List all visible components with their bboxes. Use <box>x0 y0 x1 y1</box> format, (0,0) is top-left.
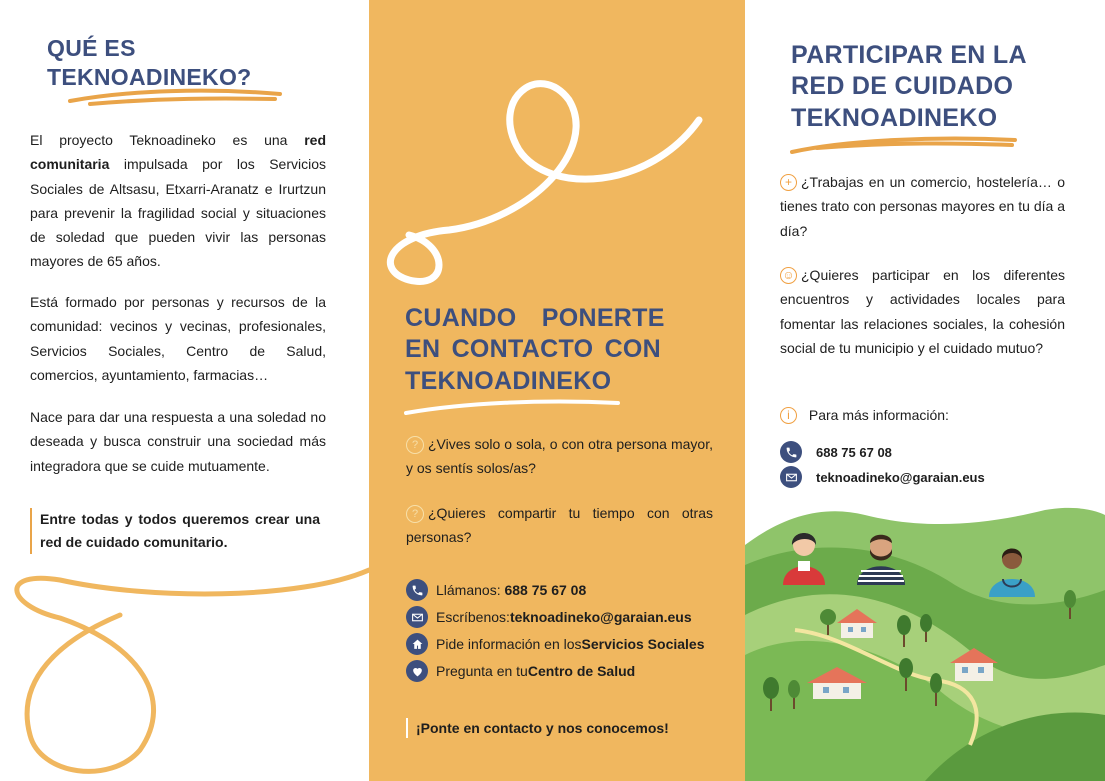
panel3-title <box>791 40 1027 134</box>
village-illustration <box>745 505 1105 781</box>
phone-link[interactable]: 688 75 67 08 <box>504 582 587 598</box>
question-share-time <box>406 501 713 550</box>
brush-underline <box>60 86 285 108</box>
mail-icon <box>406 606 428 628</box>
plus-icon: + <box>780 174 797 191</box>
more-info <box>780 407 949 424</box>
title-line: TEKNOADINEKO <box>791 103 998 132</box>
title-line: TEKNOADINEKO <box>405 366 612 395</box>
highlight-quote: Entre todas y todos queremos crear una red de cuidado comunitario. <box>30 508 320 554</box>
question-participate <box>780 263 1065 360</box>
title-line: QUÉ ES <box>47 35 136 61</box>
contact-call <box>406 579 586 601</box>
contact-write <box>406 606 692 628</box>
phone-row <box>780 441 892 463</box>
panel2-title <box>405 303 705 397</box>
question-lonely <box>406 432 713 481</box>
purpose-paragraph: Nace para dar una respuesta a una soledad no deseada y busca construir una sociedad más integradora que se cuide mutuamente. <box>30 409 326 474</box>
mail-icon <box>780 466 802 488</box>
home-icon <box>406 633 428 655</box>
contact-social-services <box>406 633 705 655</box>
health-center-text: Centro de Salud <box>527 663 636 679</box>
text-run: impulsada por los Servicios Sociales de Altsasu, Etxarri-Aranatz e Irurtzun para prevenir la fragilidad social y situaciones de soledad que pueden vivir las personas mayores de 65 años. <box>30 156 326 270</box>
decorative-swirl <box>0 560 369 781</box>
intro-paragraph <box>30 128 326 274</box>
title-line: TEKNOADINEKO? <box>47 63 252 90</box>
call-to-action: ¡Ponte en contacto y nos conocemos! <box>406 718 669 738</box>
bold-text: red <box>304 132 326 148</box>
question-icon: ? <box>406 505 424 523</box>
email-row <box>780 466 985 488</box>
question-work <box>780 170 1065 243</box>
composition-paragraph: Está formado por personas y recursos de la comunidad: vecinos y vecinas, profesionales, Servicios Sociales, Centro de Salud, comercios, ayuntamiento, farmacias… <box>30 294 326 383</box>
heart-icon <box>406 660 428 682</box>
brush-underline <box>403 395 623 419</box>
title-line: PARTICIPAR EN LA <box>791 41 1027 69</box>
phone-icon <box>406 579 428 601</box>
person-icon: ☺ <box>780 267 797 284</box>
question-icon: ? <box>406 436 424 454</box>
title-line: RED DE CUIDADO <box>791 72 1014 101</box>
info-icon: i <box>780 407 797 424</box>
text-run: ¿Vives solo o sola, o con otra persona mayor, y os sentís solos/as? <box>406 436 713 477</box>
social-services-text: Servicios Sociales <box>581 636 705 652</box>
decorative-loop <box>369 60 745 290</box>
panel-participate <box>745 0 1105 781</box>
bold-text: comunitaria <box>30 156 110 173</box>
panel-what-is <box>0 0 369 781</box>
contact-label: Pregunta en tu <box>436 663 528 679</box>
phone-link[interactable]: 688 75 67 08 <box>816 444 892 460</box>
contact-label: Escríbenos: <box>436 609 510 625</box>
text-run: ¿Trabajas en un comercio, hostelería… o tienes trato con personas mayores en tu día a día? <box>780 174 1065 239</box>
title-line: EN CONTACTO CON <box>405 335 662 364</box>
phone-icon <box>780 441 802 463</box>
text-run: El proyecto Teknoadineko es una <box>30 132 305 148</box>
contact-label: Pide información en los <box>436 636 582 652</box>
contact-label: Llámanos: <box>436 582 501 598</box>
title-line: CUANDO PONERTE <box>405 304 665 332</box>
panel1-title <box>47 34 252 92</box>
panel-when-contact <box>369 0 745 781</box>
text-run: ¿Quieres participar en los diferentes encuentros y actividades locales para fomentar las relaciones sociales, la cohesión social de tu municipio y el cuidado mutuo? <box>780 267 1065 356</box>
contact-health-center <box>406 660 635 682</box>
more-info-label: Para más información: <box>808 407 949 423</box>
text-run: ¿Quieres compartir tu tiempo con otras personas? <box>406 505 713 546</box>
email-link[interactable]: teknoadineko@garaian.eus <box>816 469 985 485</box>
email-link[interactable]: teknoadineko@garaian.eus <box>509 609 692 625</box>
brush-underline <box>787 132 1022 158</box>
